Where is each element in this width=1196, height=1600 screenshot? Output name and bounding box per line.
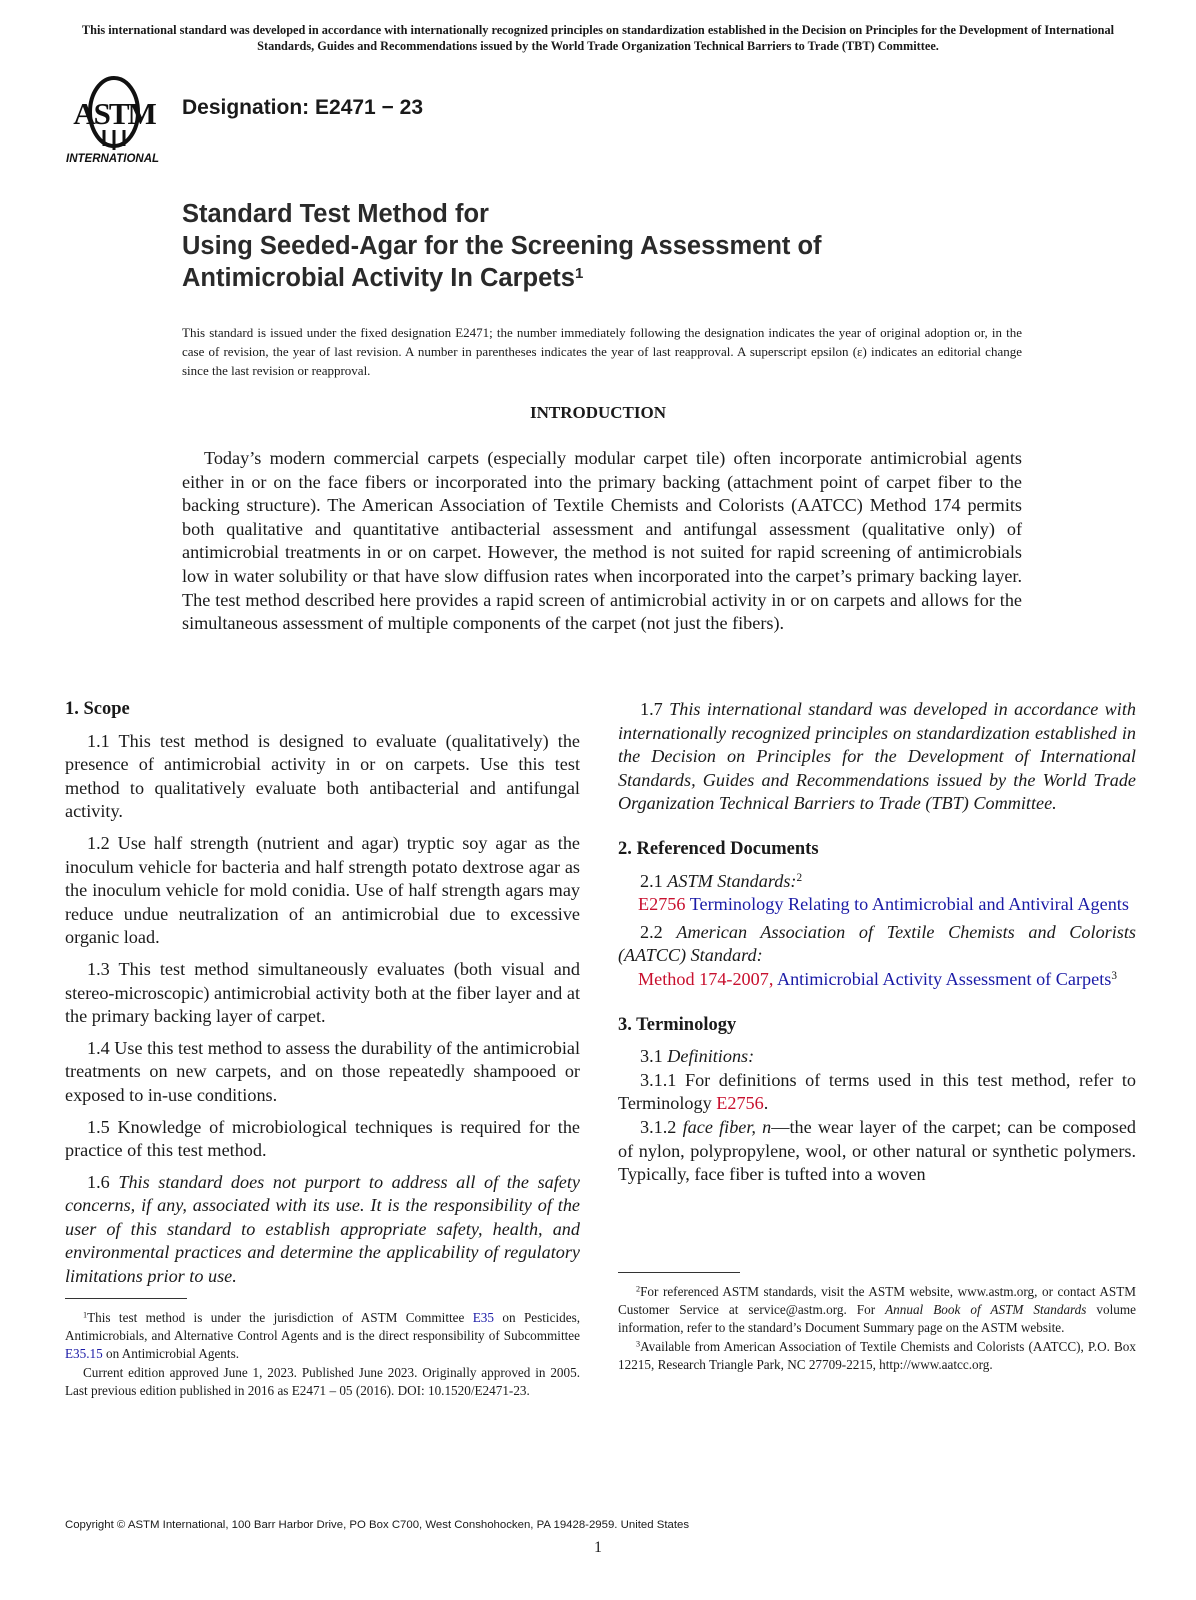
ref-2-2-text: American Association of Textile Chemists and Colorists (AATCC) Standard: xyxy=(618,921,1137,966)
term-e2756-link[interactable]: E2756 xyxy=(716,1093,764,1114)
footnote-1-text-c: on Antimicrobial Agents. xyxy=(102,1346,239,1362)
scope-1-6-text: This standard does not purport to address all of the safety concerns, if any, associated with its use. It is the responsibility of the user of this standard to establish appropriate safety, health, and environmental practices and determine the applicability of regulatory limitations prior to use. xyxy=(65,1171,580,1287)
ref-2-2 xyxy=(618,921,1136,968)
term-3-1 xyxy=(618,1045,1136,1069)
document-title xyxy=(182,198,1082,294)
astm-logo-graphic xyxy=(66,72,170,168)
footnote-1-text-a: This test method is under the jurisdiction of ASTM Committee xyxy=(87,1310,473,1325)
scope-heading: 1. Scope xyxy=(65,699,130,719)
logo-lettering: ASTM xyxy=(73,96,155,131)
designation: Designation: E2471 − 23 xyxy=(182,96,424,119)
footnote-1 xyxy=(65,1309,580,1364)
scope-1-6-number: 1.6 xyxy=(87,1171,110,1192)
footnote-e35-link[interactable]: E35 xyxy=(472,1310,494,1325)
scope-1-1: 1.1 This test method is designed to evaluate (qualitatively) the presence of antimicrobial activity in or on carpets. Use this test method to qualitatively evaluate both antibacterial and antifungal activity. xyxy=(65,730,580,822)
footnote-2-text-a: For referenced ASTM standards, visit the ASTM website, www.astm.org, or contact ASTM Customer Service at service@astm.org. For xyxy=(618,1284,1136,1318)
introduction-heading: INTRODUCTION xyxy=(529,403,667,422)
footnote-2-mark: 2 xyxy=(636,1284,641,1294)
ref-aatcc-title[interactable]: Antimicrobial Activity Assessment of Carpets xyxy=(776,968,1112,989)
footnote-rule xyxy=(618,1272,740,1273)
title-line-1: Standard Test Method for xyxy=(182,200,489,228)
footnote-3-text: Available from American Association of Textile Chemists and Colorists (AATCC), P.O. Box 12215, Research Triangle Park, NC 27709-2215, http://www.aatcc.org. xyxy=(618,1338,1136,1372)
astm-logo xyxy=(66,72,170,168)
footnote-1-current-edition: Current edition approved June 1, 2023. Published June 2023. Originally approved in 2005. Last previous edition published in 2016 as E2471 – 05 (2016). DOI: 10.1520/E2471-23. xyxy=(65,1364,580,1398)
title-line-3 xyxy=(182,262,1082,294)
term-3-1-1-text: 3.1.1 For definitions of terms used in this test method, refer to Terminology xyxy=(618,1069,1136,1114)
scope-1-7 xyxy=(618,698,1136,816)
term-3-1-2-number: 3.1.2 xyxy=(640,1116,677,1137)
introduction-text: Today’s modern commercial carpets (especially modular carpet tile) often incorporate antimicrobial agents either in or on the face fibers or incorporated into the primary backing (attachment point of carpet fiber to the backing structure). The American Association of Textile Chemists and Colorists (AATCC) Method 174 permits both qualitative and quantitative antibacterial assessment and antifungal assessment (qualitative only) of antimicrobial treatments in or on carpet. However, the method is not suited for rapid screening of antimicrobials low in water solubility or that have slow diffusion rates when incorporated into the carpet’s primary backing layer. The test method described here provides a rapid screen of antimicrobial activity in or on carpets and allows for the simultaneous assessment of multiple components of the carpet (not just the fibers). xyxy=(182,448,1022,634)
title-footnote-mark: 1 xyxy=(574,264,584,282)
ref-2-2-number: 2.2 xyxy=(640,921,663,942)
footnote-2-italic: Annual Book of ASTM Standards xyxy=(885,1302,1087,1318)
scope-1-4: 1.4 Use this test method to assess the durability of the antimicrobial treatments on new carpets, and on those repeatedly shampooed or exposed to in-use conditions. xyxy=(65,1037,580,1105)
term-3-1-number: 3.1 xyxy=(640,1046,663,1067)
page-number: 1 xyxy=(594,1539,602,1556)
ref-aatcc-mark: 3 xyxy=(1111,969,1117,982)
footnote-3-mark: 3 xyxy=(636,1339,641,1349)
footnote-2-text-b: volume information, refer to the standard’s Document Summary page on the ASTM website. xyxy=(618,1302,1136,1336)
ref-2-1 xyxy=(618,870,1136,894)
footnotes-right xyxy=(618,1272,1136,1374)
footnote-1-text-b: on Pesticides, Antimicrobials, and Alternative Control Agents and is the direct responsibility of Subcommittee xyxy=(65,1310,580,1344)
scope-1-5: 1.5 Knowledge of microbiological techniques is required for the practice of this test method. xyxy=(65,1116,580,1161)
ref-e2756[interactable] xyxy=(618,893,1136,917)
term-face-fiber: face fiber, n xyxy=(682,1116,772,1137)
ref-2-1-mark: 2 xyxy=(796,871,803,884)
title-line-3-text: Antimicrobial Activity In Carpets xyxy=(182,264,575,292)
ref-2-1-number: 2.1 xyxy=(640,870,663,891)
scope-1-6 xyxy=(65,1171,580,1289)
ref-aatcc-code[interactable]: Method 174-2007, xyxy=(638,968,774,989)
term-3-1-2-text: —the wear layer of the carpet; can be composed of nylon, polypropylene, wool, or other natural or synthetic polymers. Typically, face fiber is tufted into a woven xyxy=(618,1116,1137,1185)
footnote-rule xyxy=(65,1298,187,1299)
scope-1-2: 1.2 Use half strength (nutrient and agar) tryptic soy agar as the inoculum vehicle for bacteria and half strength potato dextrose agar as the inoculum vehicle for mold conidia. Use of half strength agars may reduce undue neutralization of an antimicrobial due to excessive organic load. xyxy=(65,832,580,948)
ref-e2756-title[interactable]: Terminology Relating to Antimicrobial and Antiviral Agents xyxy=(689,894,1129,915)
referenced-documents-heading: 2. Referenced Documents xyxy=(618,838,819,859)
terminology-heading: 3. Terminology xyxy=(618,1014,737,1035)
term-3-1-1-end: . xyxy=(763,1093,769,1114)
scope-1-7-number: 1.7 xyxy=(640,699,663,719)
ref-2-1-text: ASTM Standards: xyxy=(667,870,797,891)
copyright: Copyright © ASTM International, 100 Barr Harbor Drive, PO Box C700, West Conshohocken, PA 19428-2959. United States xyxy=(65,1519,690,1531)
term-3-1-1 xyxy=(618,1069,1136,1116)
logo-subtext: INTERNATIONAL xyxy=(66,153,160,165)
footnote-1-mark: 1 xyxy=(83,1310,88,1320)
right-column xyxy=(618,698,1136,1187)
term-3-1-2 xyxy=(618,1116,1136,1187)
term-3-1-text: Definitions: xyxy=(667,1046,755,1067)
issued-note: This standard is issued under the fixed designation E2471; the number immediately following the designation indicates the year of original adoption or, in the case of revision, the year of last revision. A number in parentheses indicates the year of last reapproval. A superscript epsilon (ε) indicates an editorial change since the last revision or reapproval. xyxy=(182,325,1022,378)
footnote-e35-15-link[interactable]: E35.15 xyxy=(65,1346,103,1362)
left-column xyxy=(65,698,580,1297)
footnote-2 xyxy=(618,1283,1136,1338)
title-line-2: Using Seeded-Agar for the Screening Assessment of xyxy=(182,232,822,260)
ref-aatcc-174[interactable] xyxy=(618,968,1136,992)
scope-1-3: 1.3 This test method simultaneously evaluates (both visual and stereo-microscopic) antimicrobial activity both at the fiber layer and at the primary backing layer of carpet. xyxy=(65,958,580,1027)
footnotes-left xyxy=(65,1298,580,1400)
footnote-3 xyxy=(618,1338,1136,1374)
tbt-notice: This international standard was developed in accordance with internationally recognized principles on standardization established in the Decision on Principles for the Development of International Standards, Guides and Recommendations issued by the World Trade Organization Technical Barriers to Trade (TBT) Committee. xyxy=(81,23,1115,53)
scope-1-7-text: This international standard was developed in accordance with internationally recognized principles on standardization established in the Decision on Principles for the Development of International Standards, Guides and Recommendations issued by the World Trade Organization Technical Barriers to Trade (TBT) Committee. xyxy=(618,699,1137,814)
ref-e2756-code[interactable]: E2756 xyxy=(638,894,686,915)
